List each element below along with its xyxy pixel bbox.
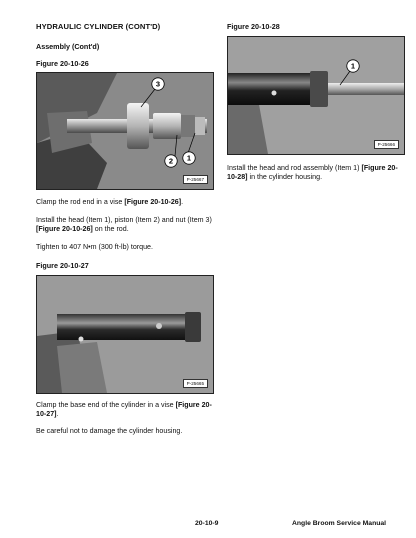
figure-20-10-27-caption: Figure 20-10-27: [36, 261, 89, 270]
figure-20-10-28-photo: [227, 36, 405, 155]
subsection-title: Assembly (Cont'd): [36, 42, 100, 51]
figure-20-10-28-caption: Figure 20-10-28: [227, 22, 280, 31]
paragraph-torque: Tighten to 407 N•m (300 ft-lb) torque.: [36, 243, 153, 251]
paragraph-install-rod-assembly: Install the head and rod assembly (Item 1) [Figure 20- 10-28] in the cylinder housing.: [227, 164, 398, 182]
paragraph-install-head: Install the head (Item 1), piston (Item 2) and nut (Item 3) [Figure 20-10-26] on the rod.: [36, 216, 212, 234]
callout-1: 1: [350, 61, 356, 71]
manual-title: Angle Broom Service Manual: [292, 520, 387, 527]
figure-20-10-26-caption: Figure 20-10-26: [36, 59, 89, 68]
photo-code: P-25666: [374, 140, 399, 149]
callout-marker: [346, 59, 360, 73]
photo-code: P-25667: [183, 175, 208, 184]
callout-1: 1: [186, 153, 192, 163]
paragraph-clamp-rod: Clamp the rod end in a vise [Figure 20-10-26].: [36, 198, 184, 206]
figure-20-10-27-photo: [36, 275, 214, 394]
callout-3: 3: [155, 79, 161, 89]
callout-2: 2: [168, 156, 174, 166]
photo-code: P-25665: [183, 379, 208, 388]
paragraph-clamp-base: Clamp the base end of the cylinder in a vise [Figure 20- 10-27].: [36, 401, 212, 419]
page-number: 20-10-9: [195, 520, 219, 527]
section-title: HYDRAULIC CYLINDER (CONT'D): [36, 22, 161, 31]
paragraph-caution: Be careful not to damage the cylinder housing.: [36, 427, 183, 435]
figure-20-10-26-photo: [36, 72, 214, 190]
